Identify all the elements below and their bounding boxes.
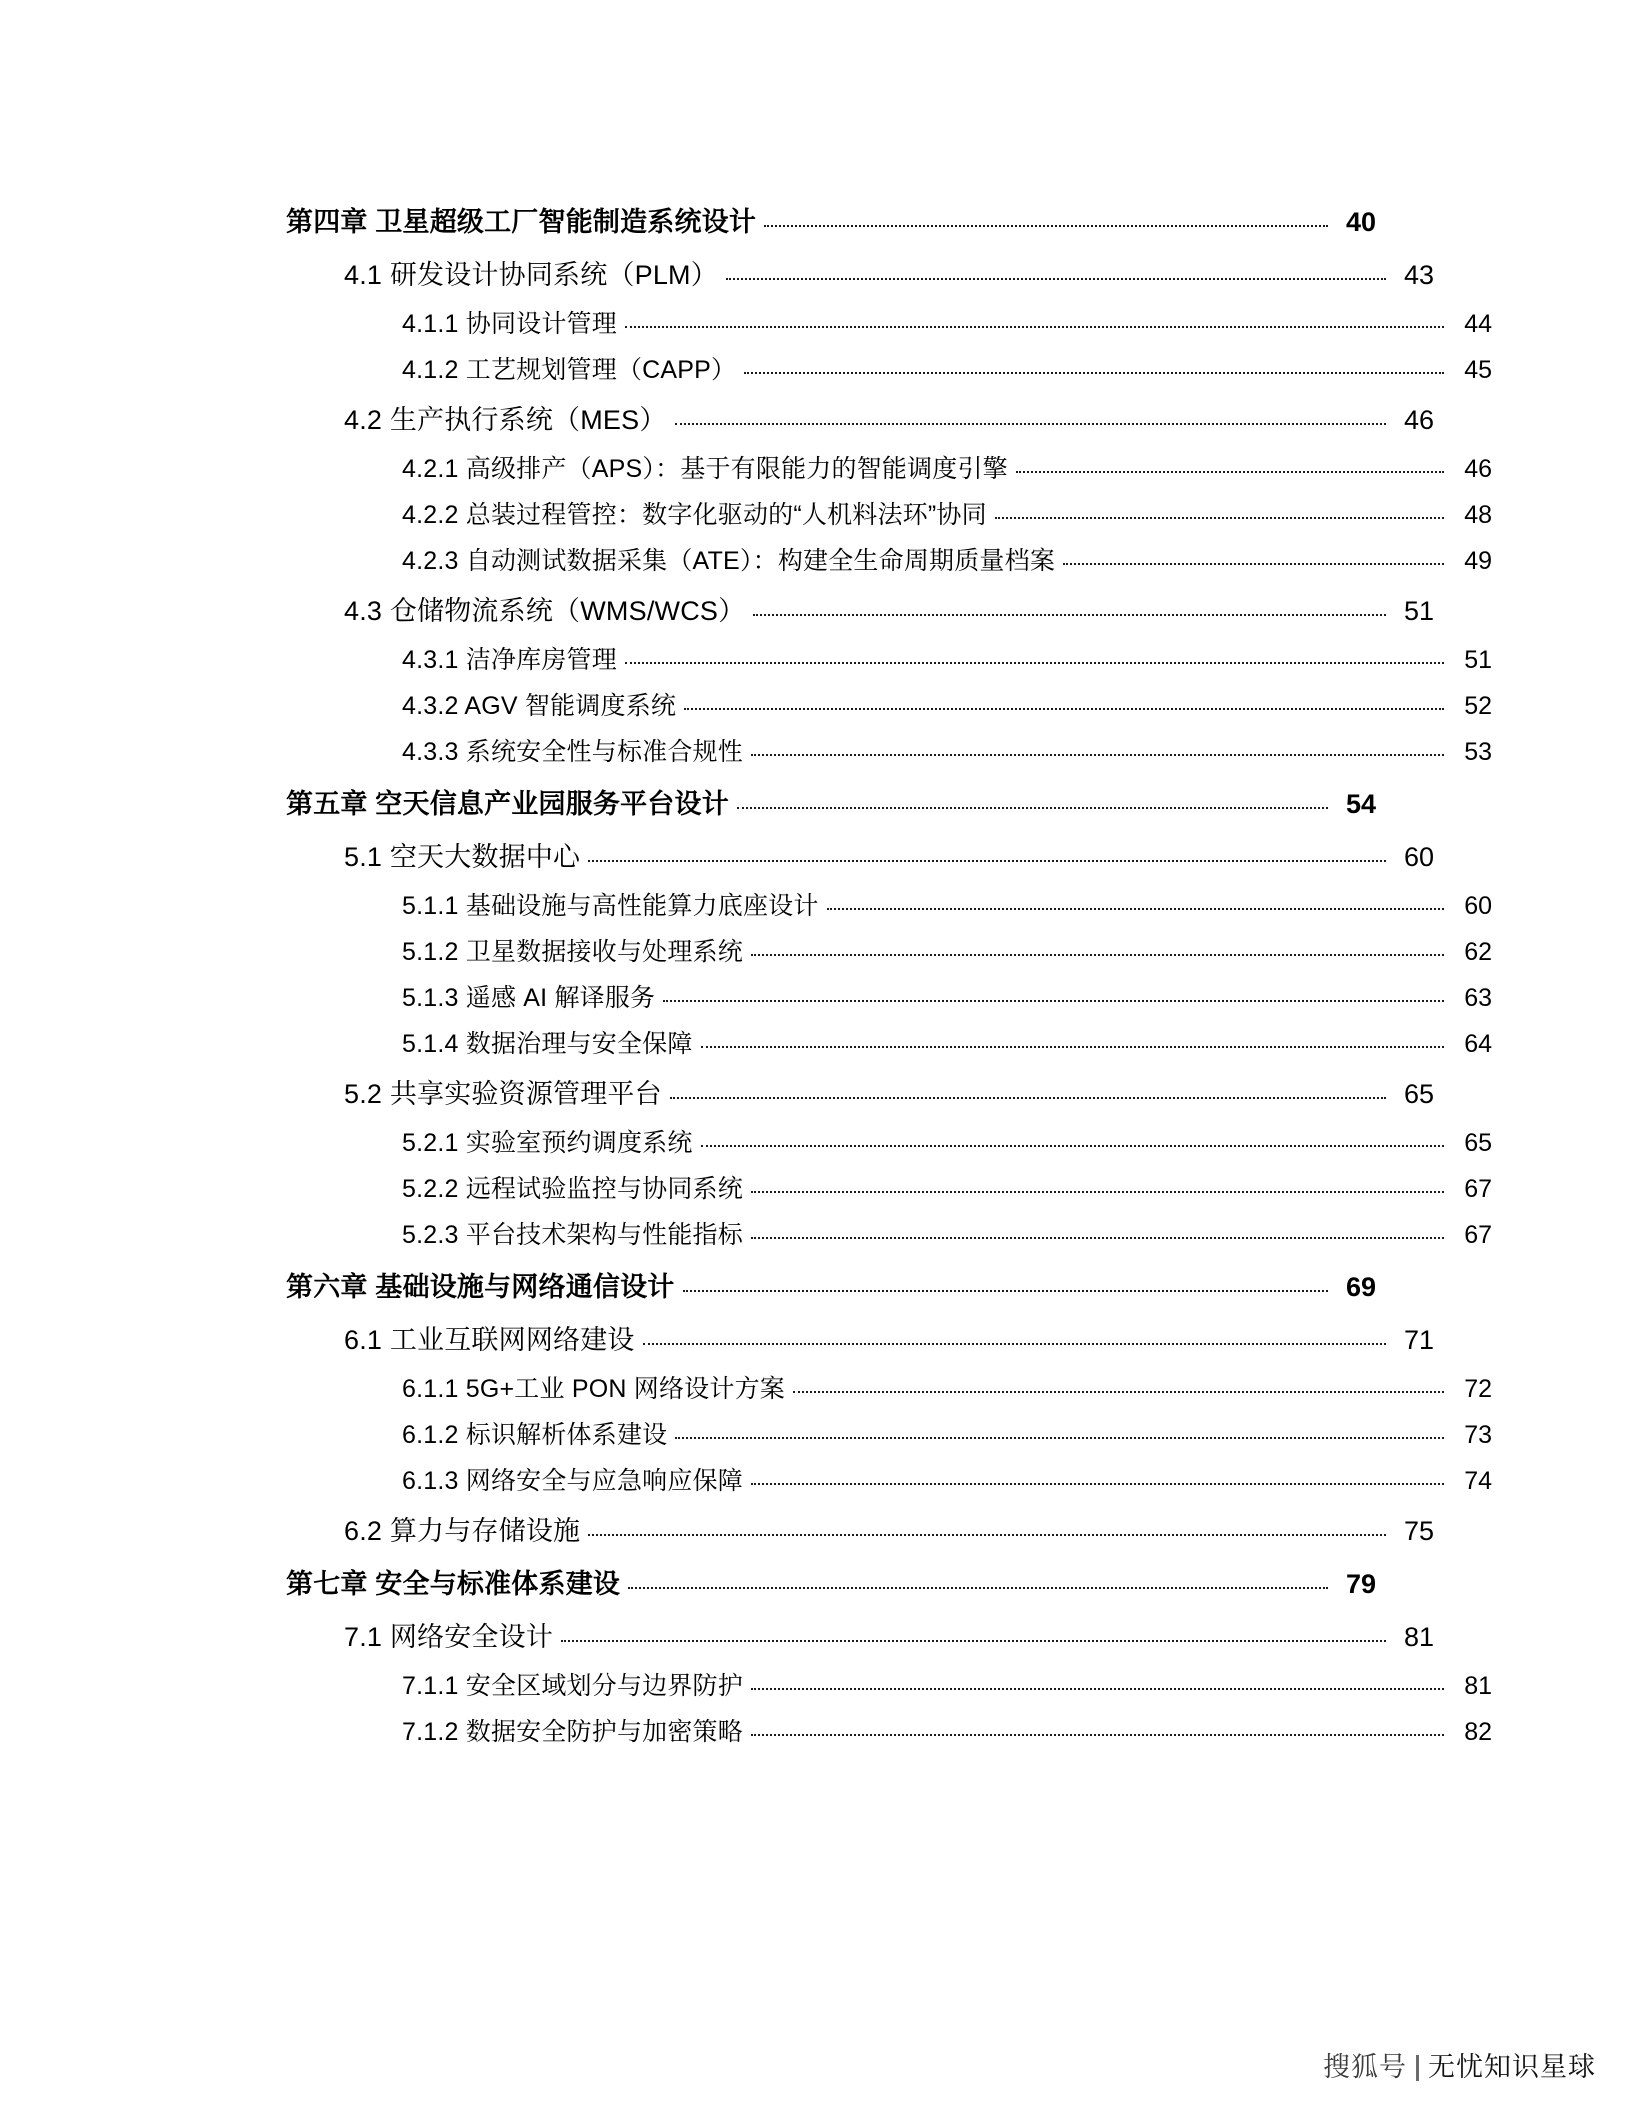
toc-leader-dots bbox=[684, 707, 1444, 710]
toc-entry-label: 4.3.1 洁净库房管理 bbox=[402, 646, 617, 674]
toc-leader-dots bbox=[663, 999, 1444, 1002]
toc-leader-dots bbox=[751, 1190, 1444, 1193]
toc-leader-dots bbox=[625, 325, 1444, 328]
toc-entry[interactable] bbox=[402, 1169, 1492, 1205]
watermark-separator bbox=[1416, 2055, 1419, 2081]
toc-entry-page-number: 52 bbox=[1464, 692, 1492, 720]
toc-entry-label: 5.2 共享实验资源管理平台 bbox=[344, 1079, 662, 1109]
toc-entry[interactable] bbox=[402, 932, 1492, 968]
toc-entry-label: 第五章 空天信息产业园服务平台设计 bbox=[286, 789, 729, 819]
table-of-contents bbox=[286, 186, 1492, 1758]
watermark bbox=[1323, 2045, 1596, 2084]
toc-entry[interactable] bbox=[402, 640, 1492, 676]
toc-leader-dots bbox=[701, 1144, 1444, 1147]
watermark-prefix: 搜狐号 bbox=[1323, 2052, 1407, 2082]
toc-leader-dots bbox=[643, 1342, 1386, 1345]
toc-entry-page-number: 51 bbox=[1403, 596, 1434, 626]
toc-entry-label: 4.1.1 协同设计管理 bbox=[402, 310, 617, 338]
toc-entry-page-number: 40 bbox=[1345, 207, 1376, 237]
toc-entry-label: 第六章 基础设施与网络通信设计 bbox=[286, 1272, 675, 1302]
toc-entry[interactable] bbox=[402, 495, 1492, 531]
toc-leader-dots bbox=[588, 1533, 1386, 1536]
toc-entry-label: 5.2.1 实验室预约调度系统 bbox=[402, 1129, 693, 1157]
toc-entry-page-number: 45 bbox=[1464, 356, 1492, 384]
toc-leader-dots bbox=[753, 613, 1386, 616]
toc-entry-page-number: 81 bbox=[1464, 1672, 1492, 1700]
toc-entry-page-number: 62 bbox=[1464, 938, 1492, 966]
toc-entry[interactable] bbox=[344, 398, 1434, 437]
toc-entry[interactable] bbox=[344, 1072, 1434, 1111]
toc-entry[interactable] bbox=[402, 449, 1492, 485]
toc-entry-page-number: 51 bbox=[1464, 646, 1492, 674]
toc-entry-page-number: 79 bbox=[1345, 1569, 1376, 1599]
toc-leader-dots bbox=[737, 806, 1328, 809]
toc-entry-label: 6.1.3 网络安全与应急响应保障 bbox=[402, 1467, 743, 1495]
toc-entry-label: 4.2.1 高级排产（APS）：基于有限能力的智能调度引擎 bbox=[402, 455, 1008, 483]
toc-entry-page-number: 53 bbox=[1464, 738, 1492, 766]
toc-entry-page-number: 63 bbox=[1464, 984, 1492, 1012]
toc-entry[interactable] bbox=[402, 1215, 1492, 1251]
toc-leader-dots bbox=[683, 1289, 1328, 1292]
toc-leader-dots bbox=[751, 1733, 1444, 1736]
toc-entry-label: 4.3.3 系统安全性与标准合规性 bbox=[402, 738, 743, 766]
toc-leader-dots bbox=[793, 1390, 1444, 1393]
toc-leader-dots bbox=[1063, 562, 1444, 565]
toc-entry[interactable] bbox=[402, 886, 1492, 922]
toc-leader-dots bbox=[764, 224, 1328, 227]
toc-entry-label: 5.1.1 基础设施与高性能算力底座设计 bbox=[402, 892, 819, 920]
toc-leader-dots bbox=[675, 422, 1386, 425]
toc-entry-label: 6.2 算力与存储设施 bbox=[344, 1516, 581, 1546]
toc-entry-page-number: 71 bbox=[1403, 1325, 1434, 1355]
toc-leader-dots bbox=[625, 661, 1444, 664]
toc-leader-dots bbox=[670, 1096, 1386, 1099]
toc-entry-label: 5.2.2 远程试验监控与协同系统 bbox=[402, 1175, 743, 1203]
toc-entry-label: 6.1.1 5G+工业 PON 网络设计方案 bbox=[402, 1375, 785, 1403]
toc-entry-page-number: 75 bbox=[1403, 1516, 1434, 1546]
toc-leader-dots bbox=[675, 1436, 1444, 1439]
toc-entry-page-number: 65 bbox=[1464, 1129, 1492, 1157]
toc-entry[interactable] bbox=[402, 541, 1492, 577]
toc-entry-page-number: 67 bbox=[1464, 1221, 1492, 1249]
toc-entry-page-number: 64 bbox=[1464, 1030, 1492, 1058]
toc-entry[interactable] bbox=[402, 732, 1492, 768]
toc-entry-label: 4.3 仓储物流系统（WMS/WCS） bbox=[344, 596, 746, 626]
toc-entry-label: 5.1.2 卫星数据接收与处理系统 bbox=[402, 938, 743, 966]
toc-entry-label: 6.1 工业互联网网络建设 bbox=[344, 1325, 635, 1355]
toc-leader-dots bbox=[751, 1482, 1444, 1485]
toc-entry-label: 4.3.2 AGV 智能调度系统 bbox=[402, 692, 677, 720]
toc-entry[interactable] bbox=[286, 1265, 1376, 1304]
toc-entry[interactable] bbox=[402, 1461, 1492, 1497]
toc-entry-label: 4.1.2 工艺规划管理（CAPP） bbox=[402, 356, 737, 384]
toc-entry-page-number: 60 bbox=[1464, 892, 1492, 920]
toc-leader-dots bbox=[995, 516, 1444, 519]
toc-entry-page-number: 69 bbox=[1345, 1272, 1376, 1302]
toc-entry[interactable] bbox=[402, 1415, 1492, 1451]
toc-entry[interactable] bbox=[402, 350, 1492, 386]
toc-entry[interactable] bbox=[344, 835, 1434, 874]
toc-entry-label: 4.2 生产执行系统（MES） bbox=[344, 405, 667, 435]
toc-leader-dots bbox=[751, 1236, 1444, 1239]
toc-entry-page-number: 46 bbox=[1464, 455, 1492, 483]
toc-entry[interactable] bbox=[286, 200, 1376, 239]
toc-entry[interactable] bbox=[344, 589, 1434, 628]
toc-entry-page-number: 65 bbox=[1403, 1079, 1434, 1109]
toc-entry-page-number: 73 bbox=[1464, 1421, 1492, 1449]
toc-entry[interactable] bbox=[286, 782, 1376, 821]
toc-entry-label: 4.1 研发设计协同系统（PLM） bbox=[344, 260, 718, 290]
toc-leader-dots bbox=[701, 1045, 1444, 1048]
toc-entry-label: 5.1 空天大数据中心 bbox=[344, 842, 581, 872]
toc-entry-page-number: 72 bbox=[1464, 1375, 1492, 1403]
toc-entry-page-number: 49 bbox=[1464, 547, 1492, 575]
toc-entry-label: 5.1.3 遥感 AI 解译服务 bbox=[402, 984, 656, 1012]
toc-entry-label: 第七章 安全与标准体系建设 bbox=[286, 1569, 621, 1599]
toc-entry-page-number: 54 bbox=[1345, 789, 1376, 819]
toc-entry[interactable] bbox=[402, 1712, 1492, 1748]
toc-leader-dots bbox=[751, 1687, 1444, 1690]
toc-entry[interactable] bbox=[402, 1666, 1492, 1702]
toc-entry[interactable] bbox=[344, 253, 1434, 292]
toc-leader-dots bbox=[588, 859, 1386, 862]
watermark-name: 无忧知识星球 bbox=[1428, 2052, 1596, 2082]
toc-entry-label: 4.2.3 自动测试数据采集（ATE）：构建全生命周期质量档案 bbox=[402, 547, 1056, 575]
toc-entry[interactable] bbox=[402, 686, 1492, 722]
toc-leader-dots bbox=[726, 277, 1386, 280]
toc-leader-dots bbox=[751, 953, 1444, 956]
toc-entry-page-number: 81 bbox=[1403, 1622, 1434, 1652]
toc-entry[interactable] bbox=[344, 1509, 1434, 1548]
toc-entry-label: 4.2.2 总装过程管控：数字化驱动的“人机料法环”协同 bbox=[402, 501, 987, 529]
toc-entry[interactable] bbox=[344, 1318, 1434, 1357]
toc-leader-dots bbox=[1016, 470, 1444, 473]
toc-entry-page-number: 67 bbox=[1464, 1175, 1492, 1203]
toc-entry-page-number: 82 bbox=[1464, 1718, 1492, 1746]
toc-entry[interactable] bbox=[402, 1123, 1492, 1159]
toc-leader-dots bbox=[751, 753, 1444, 756]
toc-entry[interactable] bbox=[402, 1024, 1492, 1060]
toc-entry-label: 7.1 网络安全设计 bbox=[344, 1622, 554, 1652]
toc-entry-page-number: 74 bbox=[1464, 1467, 1492, 1495]
toc-leader-dots bbox=[561, 1639, 1386, 1642]
toc-entry-page-number: 44 bbox=[1464, 310, 1492, 338]
toc-entry-label: 第四章 卫星超级工厂智能制造系统设计 bbox=[286, 207, 757, 237]
toc-entry[interactable] bbox=[402, 304, 1492, 340]
toc-leader-dots bbox=[628, 1586, 1328, 1589]
toc-entry[interactable] bbox=[402, 978, 1492, 1014]
toc-entry-page-number: 60 bbox=[1403, 842, 1434, 872]
toc-entry-label: 5.2.3 平台技术架构与性能指标 bbox=[402, 1221, 743, 1249]
toc-entry-page-number: 46 bbox=[1403, 405, 1434, 435]
toc-entry-label: 6.1.2 标识解析体系建设 bbox=[402, 1421, 668, 1449]
toc-entry[interactable] bbox=[402, 1369, 1492, 1405]
toc-entry-label: 7.1.1 安全区域划分与边界防护 bbox=[402, 1672, 743, 1700]
toc-entry-label: 7.1.2 数据安全防护与加密策略 bbox=[402, 1718, 743, 1746]
toc-entry[interactable] bbox=[344, 1615, 1434, 1654]
toc-leader-dots bbox=[744, 371, 1444, 374]
toc-entry-page-number: 43 bbox=[1403, 260, 1434, 290]
toc-entry[interactable] bbox=[286, 1562, 1376, 1601]
toc-entry-label: 5.1.4 数据治理与安全保障 bbox=[402, 1030, 693, 1058]
toc-entry-page-number: 48 bbox=[1464, 501, 1492, 529]
toc-leader-dots bbox=[827, 907, 1444, 910]
